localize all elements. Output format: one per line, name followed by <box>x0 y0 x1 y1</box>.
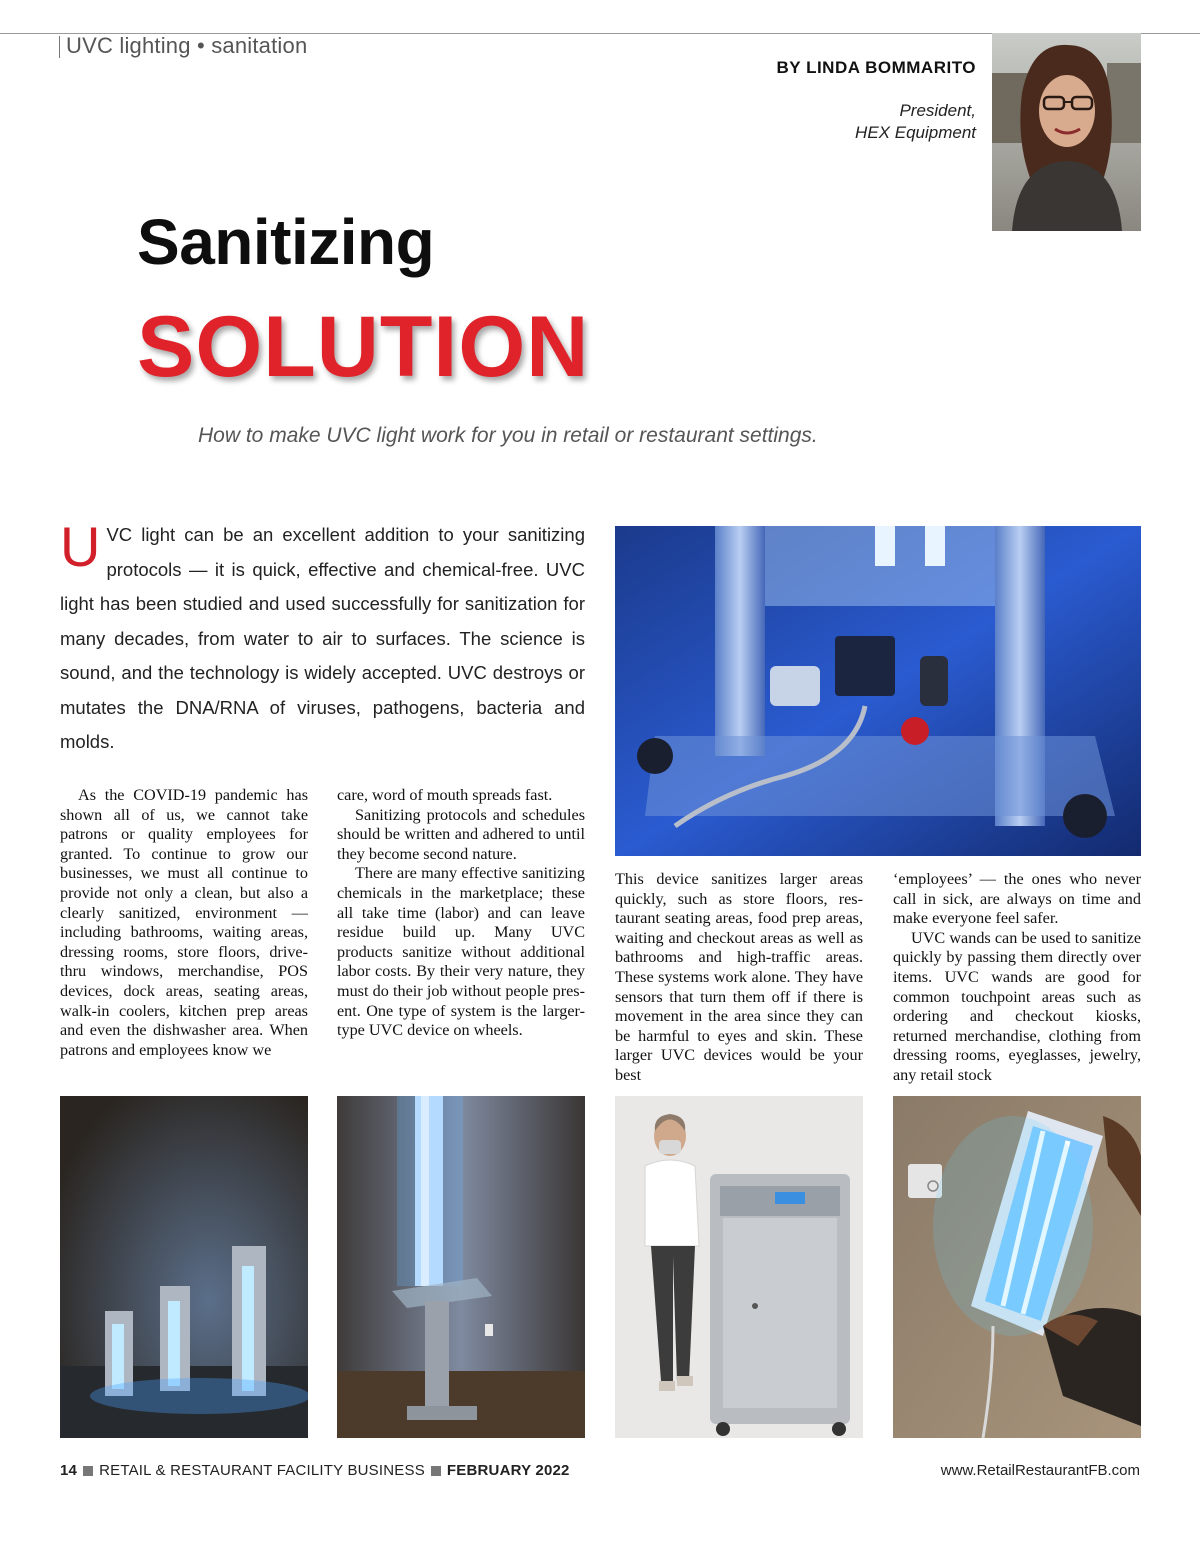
drop-cap: U <box>60 515 101 578</box>
section-label: UVC lighting • sanitation <box>66 33 308 58</box>
dek: How to make UVC light work for you in retail or restaurant settings. <box>198 424 818 447</box>
body-paragraph: ‘employees’ — the ones who never call in sick, are always on time and make everyone feel safer. <box>893 870 1141 928</box>
publication-name: RETAIL & RESTAURANT FACILITY BUSINESS <box>99 1462 425 1479</box>
body-paragraph: care, word of mouth spreads fast. <box>337 786 553 804</box>
issue-date: FEBRUARY 2022 <box>446 1462 570 1479</box>
uvc-device-closeup-photo <box>615 526 1141 856</box>
author-photo <box>992 33 1141 231</box>
headline-line-2: SOLUTION <box>137 299 590 395</box>
body-column-1 <box>60 786 308 1060</box>
body-paragraph: This device sanitizes larger areas quickly, such as store floors, restaurant seating areas, food prep areas, waiting and checkout areas as well as bathrooms and high-traffic areas. These systems work alone. They have sensors that turn them off if there is movement in the area since they can be harmful to eyes and skin. These larger UVC devices would be your best <box>615 870 863 1084</box>
body-column-4 <box>893 870 1141 1086</box>
headline-line-1: Sanitizing <box>137 206 435 278</box>
body-paragraph: UVC wands can be used to sanitize quickly by passing them directly over items. UVC wands are good for common touchpoint areas such as ordering and checkout kiosks, returned merchandise, clothing from dressing rooms, eyeglasses, jewelry, any retail stock <box>893 928 1141 1084</box>
uvc-lamps-row-photo <box>60 1096 308 1438</box>
body-column-3 <box>615 870 863 1086</box>
author-role <box>855 100 976 144</box>
author-title: President, <box>899 101 976 120</box>
body-paragraph: Sanitizing protocols and schedules should be written and adhered to until they become second nature. <box>337 805 585 863</box>
byline: BY LINDA BOMMARITO <box>776 58 976 77</box>
section-marker <box>59 36 60 58</box>
author-company: HEX Equipment <box>855 123 976 142</box>
intro-paragraph <box>60 515 585 760</box>
body-column-2 <box>337 786 585 1041</box>
person-with-uvc-cabinet-photo <box>615 1096 863 1438</box>
separator-square <box>431 1466 441 1476</box>
uvc-stand-photo <box>337 1096 585 1438</box>
separator-square <box>83 1466 93 1476</box>
footer-publication <box>60 1462 570 1479</box>
body-paragraph: As the COVID-19 pandemic has shown all of us, we cannot take patrons or quality employees for granted. To continue to grow our businesses, we must all continue to provide not only a clean, but also a clearly sanitized, environment — including bathrooms, waiting areas, dressing rooms, store floors, drive-thru windows, merchandise, POS devices, dock areas, seating areas, walk-in coolers, kitchen prep areas and even the dishwasher area. When patrons and employees know we <box>60 786 308 1059</box>
page-number: 14 <box>60 1462 78 1479</box>
footer-website[interactable]: www.RetailRestaurantFB.com <box>940 1462 1140 1479</box>
intro-text: VC light can be an excellent addition to your sanitizing protocols — it is quick, effective and chemical-free. UVC light has been studied and used successfully for sanitization for many decades, from water to air to surfaces. The science is sound, and the technology is widely accepted. UVC destroys or mutates the DNA/RNA of viruses, pathogens, bacteria and molds. <box>60 524 585 752</box>
uvc-wand-photo <box>893 1096 1141 1438</box>
body-paragraph: There are many effective sanitizing chemicals in the marketplace; these all take time (labor) and can leave residue build up. Many UVC products sanitize without additional labor costs. By their very nature, they must do their job without people present. One type of system is the larger-type UVC device on wheels. <box>337 864 585 1040</box>
